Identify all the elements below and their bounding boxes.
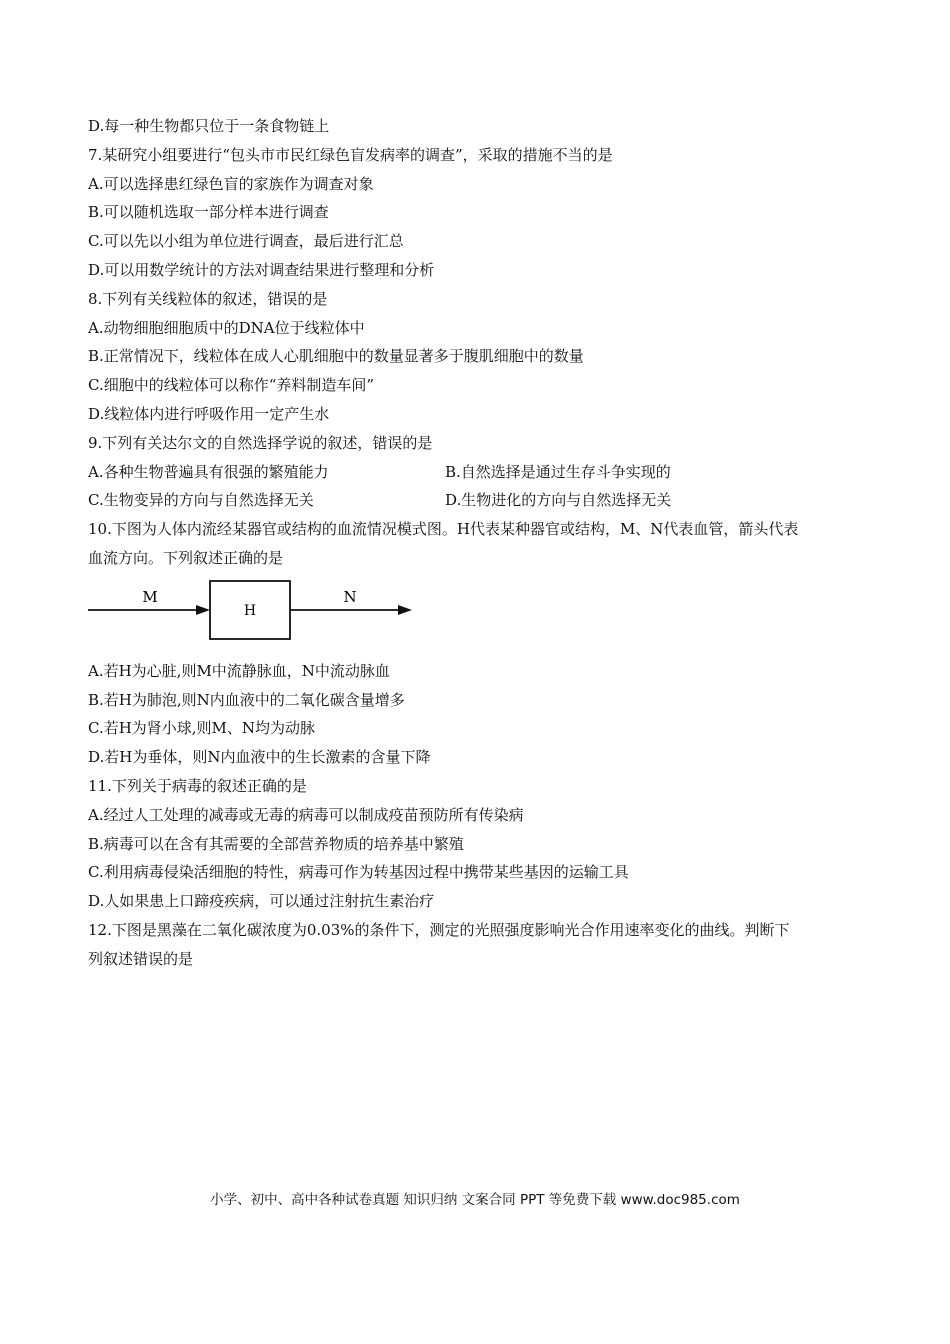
question-11-option-a: A.经过人工处理的减毒或无毒的病毒可以制成疫苗预防所有传染病 [88, 805, 524, 824]
question-10-option-c: C.若H为肾小球,则M、N均为动脉 [88, 719, 316, 738]
question-8-option-a: A.动物细胞细胞质中的DNA位于线粒体中 [88, 318, 365, 337]
question-9-option-d: D.生物进化的方向与自然选择无关 [445, 491, 672, 510]
blood-flow-svg [88, 577, 428, 655]
question-10-option-b: B.若H为肺泡,则N内血液中的二氧化碳含量增多 [88, 690, 405, 709]
question-10-option-d: D.若H为垂体，则N内血液中的生长激素的含量下降 [88, 748, 431, 767]
question-9-options-row [88, 458, 878, 487]
question-11-option-b: B.病毒可以在含有其需要的全部营养物质的培养基中繁殖 [88, 834, 464, 853]
question-7-option-a: A.可以选择患红绿色盲的家族作为调查对象 [88, 174, 374, 193]
question-10-stem: 血流方向。下列叙述正确的是 [88, 548, 284, 567]
question-7-option-c: C.可以先以小组为单位进行调查，最后进行汇总 [88, 232, 404, 251]
label-n: N [343, 587, 357, 606]
text-line: D.每一种生物都只位于一条食物链上 [88, 117, 330, 135]
question-8-option-d: D.线粒体内进行呼吸作用一定产生水 [88, 404, 330, 423]
question-7-option-b: B.可以随机选取一部分样本进行调查 [88, 203, 329, 222]
question-9-option-b: B.自然选择是通过生存斗争实现的 [445, 462, 671, 481]
blood-flow-diagram [88, 577, 878, 655]
n-arrowhead-icon [398, 605, 412, 615]
label-m: M [142, 587, 158, 606]
question-content [88, 112, 878, 974]
question-9-option-a: A.各种生物普遍具有很强的繁殖能力 [88, 462, 329, 481]
label-h: H [243, 602, 257, 619]
question-10-stem: 10.下图为人体内流经某器官或结构的血流情况模式图。H代表某种器官或结构，M、N代表血管，箭头代表 [88, 520, 799, 539]
question-10-option-a: A.若H为心脏,则M中流静脉血，N中流动脉血 [88, 661, 390, 680]
question-9-stem: 9.下列有关达尔文的自然选择学说的叙述，错误的是 [88, 433, 433, 452]
question-12-stem: 12.下图是黑藻在二氧化碳浓度为0.03%的条件下，测定的光照强度影响光合作用速率变化的曲线。判断下 [88, 920, 790, 939]
m-arrowhead-icon [196, 605, 210, 615]
page-footer: 小学、初中、高中各种试卷真题 知识归纳 文案合同 PPT 等免费下载 www.doc985.com [210, 1192, 740, 1208]
question-9-option-c: C.生物变异的方向与自然选择无关 [88, 491, 314, 510]
question-8-option-b: B.正常情况下，线粒体在成人心肌细胞中的数量显著多于腹肌细胞中的数量 [88, 347, 584, 366]
question-12-stem: 列叙述错误的是 [88, 949, 194, 968]
question-11-stem: 11.下列关于病毒的叙述正确的是 [88, 776, 307, 795]
question-8-stem: 8.下列有关线粒体的叙述，错误的是 [88, 289, 328, 308]
question-7-option-d: D.可以用数学统计的方法对调查结果进行整理和分析 [88, 260, 435, 279]
question-7-stem: 7.某研究小组要进行“包头市市民红绿色盲发病率的调查”，采取的措施不当的是 [88, 145, 613, 164]
question-9-options-row [88, 486, 878, 515]
question-11-option-c: C.利用病毒侵染活细胞的特性，病毒可作为转基因过程中携带某些基因的运输工具 [88, 863, 629, 882]
question-11-option-d: D.人如果患上口蹄疫疾病，可以通过注射抗生素治疗 [88, 892, 435, 911]
question-8-option-c: C.细胞中的线粒体可以称作“养料制造车间” [88, 376, 375, 395]
